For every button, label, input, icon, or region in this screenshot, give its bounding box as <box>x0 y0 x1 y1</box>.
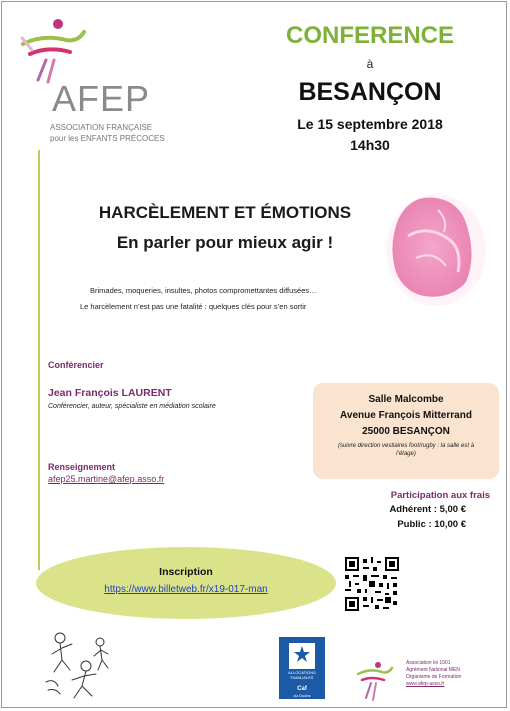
fee-member: Adhérent : 5,00 € <box>389 504 466 515</box>
venue-street: Avenue François Mitterrand <box>340 410 472 421</box>
talk-tagline: Le harcèlement n’est pas une fatalité : quelques clés pour s’en sortir <box>80 302 307 311</box>
talk-title: HARCÈLEMENT ET ÉMOTIONS <box>98 203 352 222</box>
inscription-ellipse <box>36 547 336 619</box>
fees-label: Participation aux frais <box>390 490 490 501</box>
event-date: Le 15 septembre 2018 <box>297 116 443 132</box>
speaker-label: Conférencier <box>48 360 104 370</box>
caf-emblem-icon <box>289 643 315 669</box>
venue-note: (suivre direction vestiaires foot/rugby : la salle est à l’étage) <box>337 443 475 457</box>
fee-public: Public : 10,00 € <box>397 519 466 530</box>
inscription-label: Inscription <box>159 566 213 578</box>
venue-name: Salle Malcombe <box>368 394 444 405</box>
association-line2: pour les ENFANTS PRÉCOCES <box>50 134 165 143</box>
preposition: à <box>366 57 374 71</box>
contact-email-link[interactable]: afep25.martine@afep.asso.fr <box>48 474 165 484</box>
footer-info <box>406 660 461 688</box>
green-divider <box>38 150 40 570</box>
inscription-link[interactable]: https://www.billetweb.fr/x19-017-man <box>104 584 268 595</box>
bullying-sketch-illustration <box>42 630 112 702</box>
afep-wordmark: AFEP <box>52 78 151 119</box>
caf-logo <box>279 637 325 699</box>
association-name <box>50 122 165 144</box>
caf-place: du Doubs <box>293 693 311 698</box>
conference-heading: CONFERENCE <box>285 22 454 49</box>
afep-mini-logo <box>356 660 396 702</box>
association-line1: ASSOCIATION FRANÇAISE <box>50 123 153 132</box>
talk-topics: Brimades, moqueries, insultes, photos compromettantes diffusées… <box>90 286 317 295</box>
caf-brand: Caf <box>297 686 307 692</box>
event-time: 14h30 <box>350 137 390 153</box>
footer-line3: Organisme de Formation <box>406 674 462 680</box>
qr-code[interactable] <box>345 557 399 611</box>
caf-line1: ALLOCATIONS FAMILIALES <box>288 670 316 680</box>
crouching-figure-illustration <box>378 180 490 310</box>
speaker-description: Conférencier, auteur, spécialiste en médiation scolaire <box>48 403 216 410</box>
contact-label: Renseignement <box>48 462 116 472</box>
speaker-name: Jean François LAURENT <box>48 387 172 399</box>
venue-postal: 25000 BESANÇON <box>362 426 450 437</box>
venue-box <box>313 383 499 479</box>
talk-subtitle: En parler pour mieux agir ! <box>116 233 334 252</box>
footer-website-link[interactable]: www.afep-asso.fr <box>406 681 445 687</box>
city-name: BESANÇON <box>298 78 442 106</box>
footer-line2: Agrément National MEN <box>406 667 460 673</box>
footer-line1: Association loi 1901 <box>406 660 451 666</box>
